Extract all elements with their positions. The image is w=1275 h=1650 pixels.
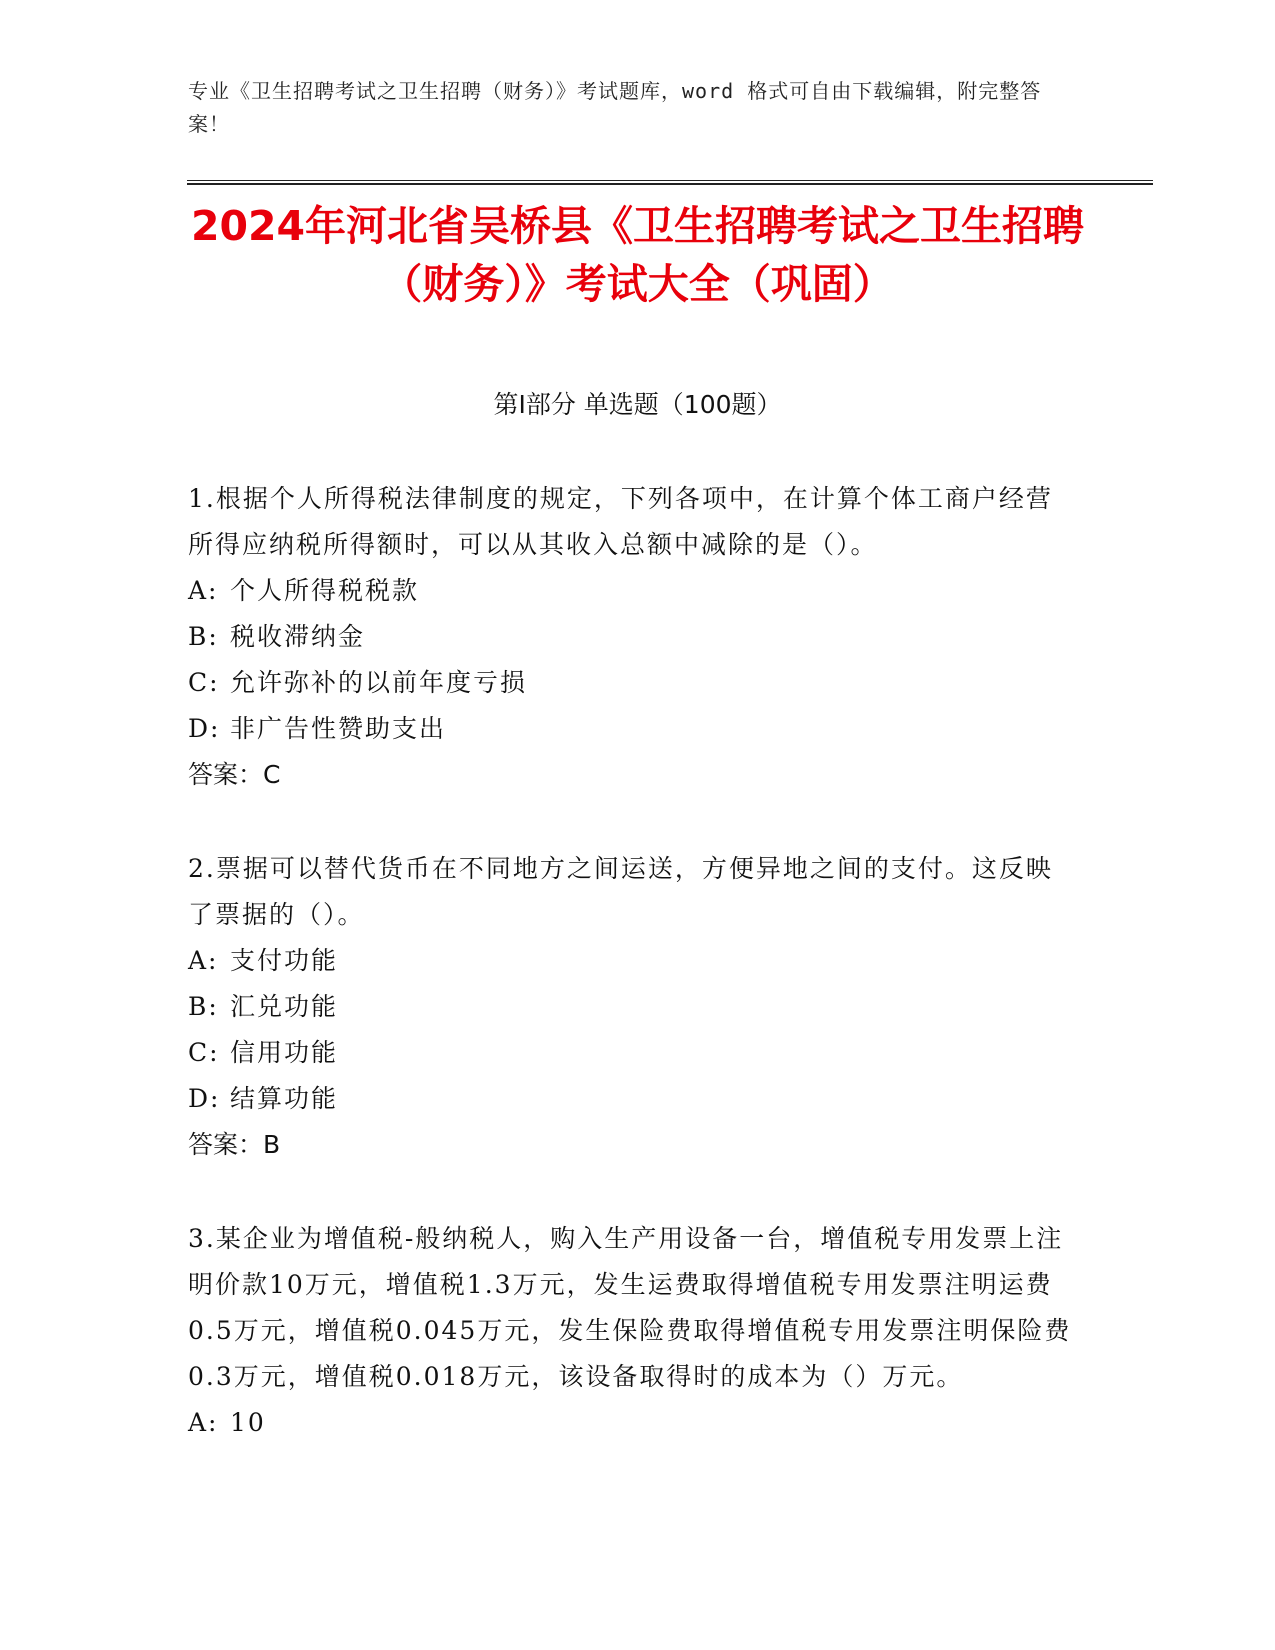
option-d: [188, 1076, 1078, 1122]
option-a: [188, 938, 1078, 984]
option-key: B:: [188, 622, 219, 651]
option-text: 税收滞纳金: [230, 622, 366, 651]
option-text: 10: [230, 1408, 266, 1437]
question-list: [188, 476, 1078, 1494]
header-divider-thick: [187, 183, 1153, 185]
option-key: C:: [188, 668, 220, 697]
question-3: [188, 1216, 1078, 1446]
option-key: D:: [188, 1084, 221, 1113]
section-title: 第Ⅰ部分 单选题（100题）: [493, 390, 782, 419]
option-key: C:: [188, 1038, 220, 1067]
header-note: 专业《卫生招聘考试之卫生招聘（财务）》考试题库，word 格式可自由下载编辑，附完整答案！: [188, 79, 1042, 136]
option-d: [188, 706, 1078, 752]
option-b: [188, 984, 1078, 1030]
answer: 答案：B: [188, 1130, 281, 1159]
option-c: [188, 1030, 1078, 1076]
option-c: [188, 660, 1078, 706]
option-key: A:: [188, 946, 219, 975]
option-text: 结算功能: [230, 1084, 339, 1113]
option-text: 信用功能: [230, 1038, 339, 1067]
option-text: 汇兑功能: [230, 992, 339, 1021]
option-key: A:: [188, 1408, 219, 1437]
header-divider: [187, 180, 1153, 181]
option-text: 支付功能: [230, 946, 339, 975]
question-stem: 3.某企业为增值税-般纳税人，购入生产用设备一台，增值税专用发票上注明价款10万元，增值税1.3万元，发生运费取得增值税专用发票注明运费0.5万元，增值税0.045万元，发生保险费取得增值税专用发票注明保险费0.3万元，增值税0.018万元，该设备取得时的成本为（）万元。: [188, 1224, 1072, 1391]
option-key: B:: [188, 992, 219, 1021]
option-b: [188, 614, 1078, 660]
option-a: [188, 1400, 1078, 1446]
document-title: 2024年河北省吴桥县《卫生招聘考试之卫生招聘（财务）》考试大全（巩固）: [190, 202, 1085, 308]
option-a: [188, 568, 1078, 614]
option-key: D:: [188, 714, 221, 743]
question-stem: 2.票据可以替代货币在不同地方之间运送，方便异地之间的支付。这反映了票据的（）。: [188, 854, 1053, 929]
question-1: [188, 476, 1078, 798]
question-stem: 1.根据个人所得税法律制度的规定，下列各项中，在计算个体工商户经营所得应纳税所得额时，可以从其收入总额中减除的是（）。: [188, 484, 1053, 559]
option-text: 个人所得税税款: [230, 576, 420, 605]
question-2: [188, 846, 1078, 1168]
answer: 答案：C: [188, 760, 281, 789]
option-key: A:: [188, 576, 219, 605]
option-text: 允许弥补的以前年度亏损: [230, 668, 528, 697]
option-text: 非广告性赞助支出: [230, 714, 447, 743]
